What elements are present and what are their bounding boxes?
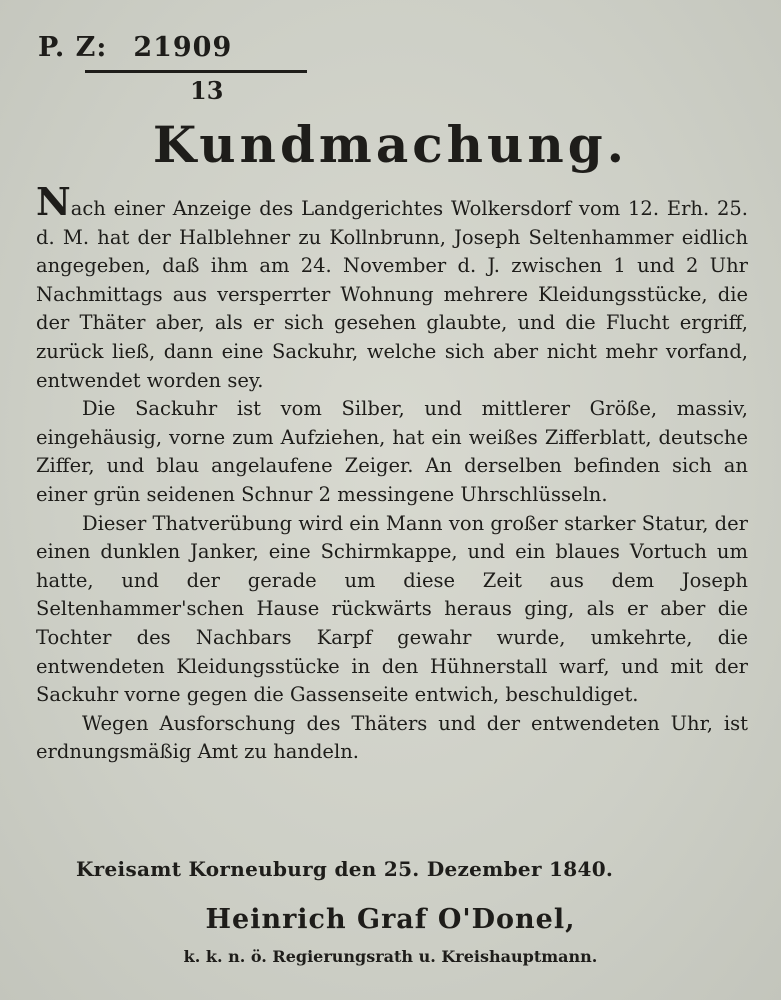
reference-underline — [85, 70, 307, 73]
paragraph-1 — [36, 179, 748, 395]
paragraph-2: Die Sackuhr ist vom Silber, und mittlerer Größe, massiv, eingehäusig, vorne zum Aufziehen, hat ein weißes Zifferblatt, deutsche Ziffer, und blau angelaufene Zeiger. An derselben befinden sich an einer grün seidenen Schnur 2 messingene Uhrschlüsseln. — [36, 397, 748, 506]
signer-name: Heinrich Graf O'Donel, — [205, 904, 576, 935]
notice-title: Kundmachung. — [152, 115, 629, 174]
reference-number — [38, 32, 232, 63]
notice-body — [36, 179, 748, 767]
dateline: Kreisamt Korneuburg den 25. Dezember 1840. — [76, 857, 614, 881]
paragraph-1-text: ach einer Anzeige des Landgerichtes Wolkersdorf vom 12. Erh. 25. d. M. hat der Halblehner zu Kollnbrunn, Joseph Seltenhammer eidlich angegeben, daß ihm am 24. November d. J. zwischen 1 und 2 Uhr Nachmittags aus versperrter Wohnung mehrere Kleidungsstücke, die der Thäter aber, als er sich gesehen glaubte, und die Flucht ergriff, zurück ließ, dann eine Sackuhr, welche sich aber nicht mehr vorfand, entwendet worden sey. — [36, 197, 748, 392]
reference-value: 21909 — [133, 32, 233, 63]
paragraph-3: Dieser Thatverübung wird ein Mann von großer starker Statur, der einen dunklen Janker, eine Schirmkappe, und ein blaues Vortuch um hatte, und der gerade um diese Zeit aus dem Joseph Seltenhammer'schen Hause rückwärts heraus ging, als er aber die Tochter des Nachbars Karpf gewahr wurde, umkehrte, die entwendeten Kleidungsstücke in den Hühnerstall warf, und mit der Sackuhr vorne gegen die Gassenseite entwich, beschuldiget. — [36, 511, 748, 707]
drop-cap: N — [36, 179, 71, 224]
reference-label: P. Z: — [38, 32, 108, 63]
page-number: 13 — [190, 76, 224, 105]
signer-position: k. k. n. ö. Regierungsrath u. Kreishauptmann. — [183, 947, 598, 966]
paragraph-4: Wegen Ausforschung des Thäters und der entwendeten Uhr, ist erdnungsmäßig Amt zu handeln. — [36, 711, 748, 764]
